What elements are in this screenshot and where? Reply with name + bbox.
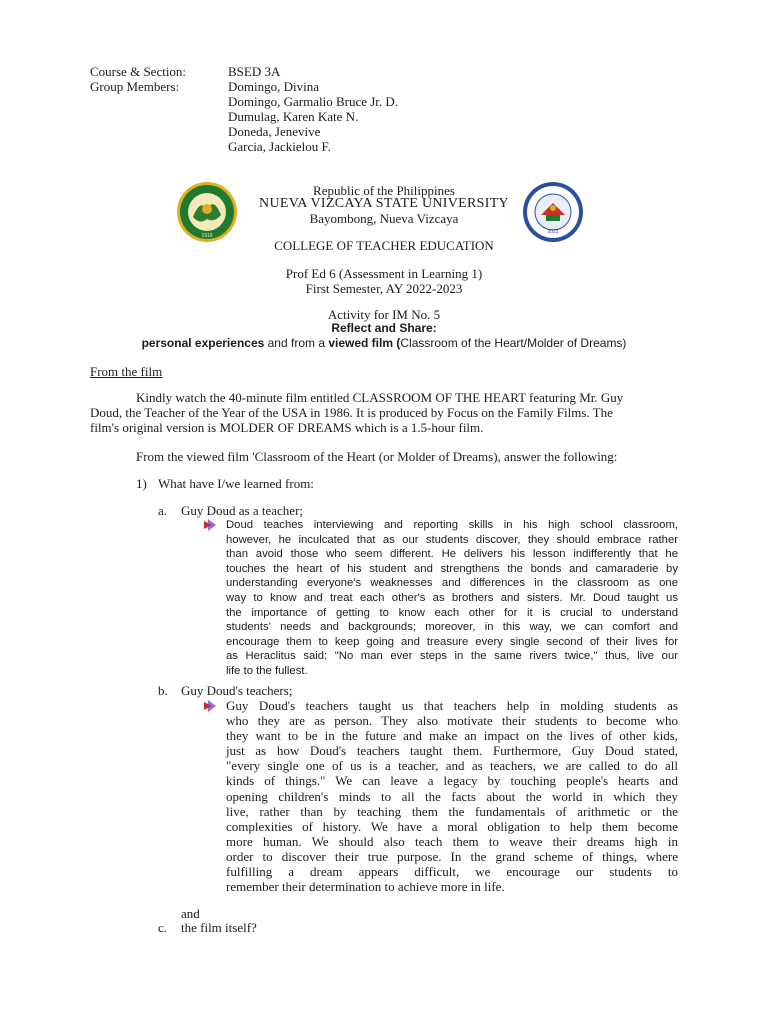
and-text: and: [181, 906, 200, 921]
answer-line: way to know and treat each other's as brothers and sisters. Mr. Doud taught us: [226, 591, 678, 604]
answer-line: life to the fullest.: [226, 664, 308, 677]
activity-subtitle: [0, 336, 768, 351]
member-name: Garcia, Jackielou F.: [228, 139, 331, 154]
answer-line: students' needs and backgrounds; moreover, in this way, we can comfort and: [226, 621, 678, 634]
seal-year: 1916: [201, 233, 213, 239]
answer-line: than avoid those who seem different. He delivers his lesson indifferently that he: [226, 548, 678, 561]
answer-line: however, he inculcated that as our students discover, they should embrace rather: [226, 533, 678, 546]
answer-line: who they are as person. They also motivate their students to become who: [226, 713, 678, 729]
activity-number: Activity for IM No. 5: [327, 307, 441, 322]
member-name: Domingo, Garmalio Bruce Jr. D.: [228, 94, 399, 109]
answer-line: they want to be in the future and make an impact on the lives of other kids,: [226, 728, 678, 744]
arrow-bullet-icon: [203, 519, 217, 531]
answer-line: kinds of things." We can leave a legacy by touching people's hearts and: [226, 773, 678, 789]
answer-line: Doud teaches interviewing and reporting skills in his high school classroom,: [226, 519, 678, 531]
arrow-bullet-icon: [203, 700, 217, 712]
intro-line: Doud, the Teacher of the Year of the USA in 1986. It is produced by Focus on the Family Films. The: [90, 405, 613, 420]
subtitle-bold-2: viewed film (: [328, 336, 401, 350]
instruction: From the viewed film 'Classroom of the Heart (or Molder of Dreams), answer the following:: [136, 449, 618, 464]
subtitle-mid: and from a: [264, 336, 329, 350]
subtitle-bold-1: personal experiences: [141, 336, 265, 350]
answer-line: complexities of history. We have a moral obligation to help them become: [226, 818, 678, 834]
answer-line: more human. We should also teach them to weave their dreams high in: [226, 833, 678, 849]
course-title: Prof Ed 6 (Assessment in Learning 1): [285, 266, 483, 281]
answer-line: opening children's minds to all the facts about the world in which they: [226, 788, 678, 804]
answer-line: "every single one of us is a teacher, and as teachers, we are called to do all: [226, 758, 678, 774]
semester: First Semester, AY 2022-2023: [305, 281, 463, 296]
answer-line: touches the heart of his student and strengthens the bonds and camaraderie by: [226, 562, 678, 575]
course-value: BSED 3A: [228, 64, 281, 79]
answer-line: Guy Doud's teachers taught us that teachers help in molding students as: [226, 698, 678, 713]
subtitle-tail: Classroom of the Heart/Molder of Dreams): [400, 336, 627, 350]
college-name: COLLEGE OF TEACHER EDUCATION: [274, 238, 494, 253]
answer-line: the importance of getting to know each other for it is crucial to understand: [226, 606, 678, 619]
intro-line: Kindly watch the 40-minute film entitled CLASSROOM OF THE HEART featuring Mr. Guy: [136, 390, 624, 405]
answer-line: understanding everyone's weaknesses and differences in the classroom as one: [226, 577, 678, 590]
university-address: Bayombong, Nueva Vizcaya: [309, 211, 459, 226]
item-a-title: Guy Doud as a teacher;: [181, 503, 304, 518]
answer-line: just as how Doud's teachers taught them. Furthermore, Guy Doud stated,: [226, 743, 678, 759]
section-title: From the film: [90, 364, 163, 379]
item-c-label: c.: [158, 920, 168, 935]
item-a-label: a.: [158, 503, 168, 518]
members-label: Group Members:: [90, 79, 180, 94]
member-name: Dumulag, Karen Kate N.: [228, 109, 359, 124]
member-name: Domingo, Divina: [228, 79, 319, 94]
answer-line: remember their determination to achieve more in life.: [226, 879, 505, 895]
item-b-title: Guy Doud's teachers;: [181, 683, 293, 698]
answer-line: order to discover their true purpose. In the grand scheme of things, where: [226, 848, 678, 864]
activity-heading: Reflect and Share:: [331, 321, 437, 335]
letterhead-republic: Republic of the Philippines: [313, 183, 455, 198]
answer-line: as Heraclitus said: "No man ever steps in the same rivers twice," thus, live our: [226, 650, 678, 663]
member-name: Doneda, Jenevive: [228, 124, 321, 139]
answer-line: live, rather than by teaching them the fundamentals of arithmetic or the: [226, 803, 678, 819]
item-b-answer: [226, 698, 678, 894]
question-number: 1): [136, 476, 147, 491]
seal-year: 2023: [547, 229, 559, 235]
item-a-answer: [226, 518, 678, 679]
item-c-title: the film itself?: [181, 920, 257, 935]
course-label: Course & Section:: [90, 64, 187, 79]
question-text: What have I/we learned from:: [158, 476, 314, 491]
intro-line: film's original version is MOLDER OF DREAMS which is a 1.5-hour film.: [90, 420, 484, 435]
answer-line: encourage them to keep going and treasure every single second of their lives for: [226, 635, 678, 648]
answer-line: fulfilling a dream appears difficult, we encourage our students to: [226, 864, 678, 880]
item-b-label: b.: [158, 683, 168, 698]
university-name: NUEVA VIZCAYA STATE UNIVERSITY: [259, 196, 509, 211]
